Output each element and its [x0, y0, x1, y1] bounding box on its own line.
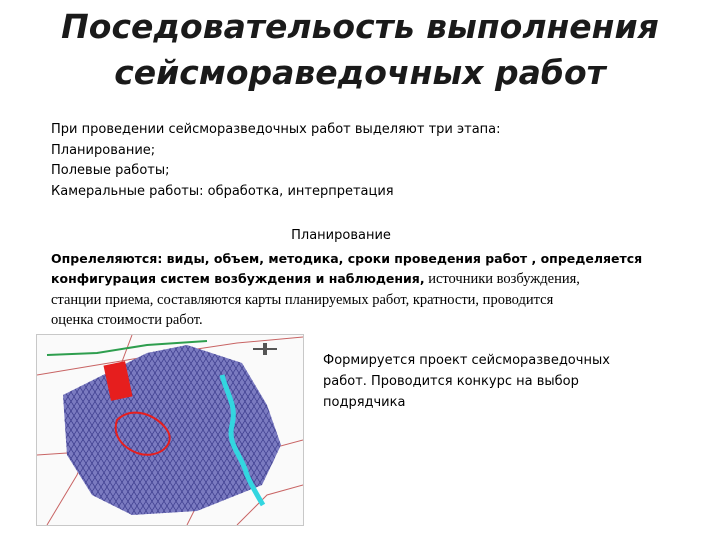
- title-line-2: сейсмораведочных работ: [114, 53, 606, 92]
- result-line: работ. Проводится конкурс на выбор: [323, 374, 579, 389]
- planning-heading-text: Планирование: [291, 228, 391, 243]
- planning-line: [51, 269, 691, 290]
- planning-line: оценка стоимости работ.: [51, 312, 203, 328]
- aircraft-icon: [253, 343, 277, 355]
- planning-line: станции приема, составляются карты планируемых работ, кратности, проводится: [51, 292, 554, 308]
- planning-heading: [0, 228, 650, 243]
- survey-plan-map: [36, 334, 304, 526]
- intro-line: Планирование;: [51, 142, 156, 158]
- planning-body: [51, 249, 691, 330]
- result-text: [323, 350, 663, 413]
- result-line: подрядчика: [323, 395, 406, 410]
- planning-line-bold: конфигурация систем возбуждения и наблюдения,: [51, 271, 425, 286]
- slide-title: [30, 4, 690, 96]
- intro-line: Полевые работы;: [51, 163, 170, 178]
- intro-line: Камеральные работы: обработка, интерпретация: [51, 183, 394, 199]
- planning-line: Опрелеляются: виды, объем, методика, сроки проведения работ , определяется: [51, 251, 643, 266]
- survey-area: [63, 345, 281, 515]
- intro-text: [51, 120, 671, 202]
- planning-line-rest: источники возбуждения,: [424, 271, 580, 287]
- title-line-1: Поседовательость выполнения: [61, 7, 659, 46]
- result-line: Формируется проект сейсморазведочных: [323, 353, 610, 368]
- survey-plan-map-image: [37, 335, 303, 525]
- intro-line: При проведении сейсморазведочных работ выделяют три этапа:: [51, 122, 501, 137]
